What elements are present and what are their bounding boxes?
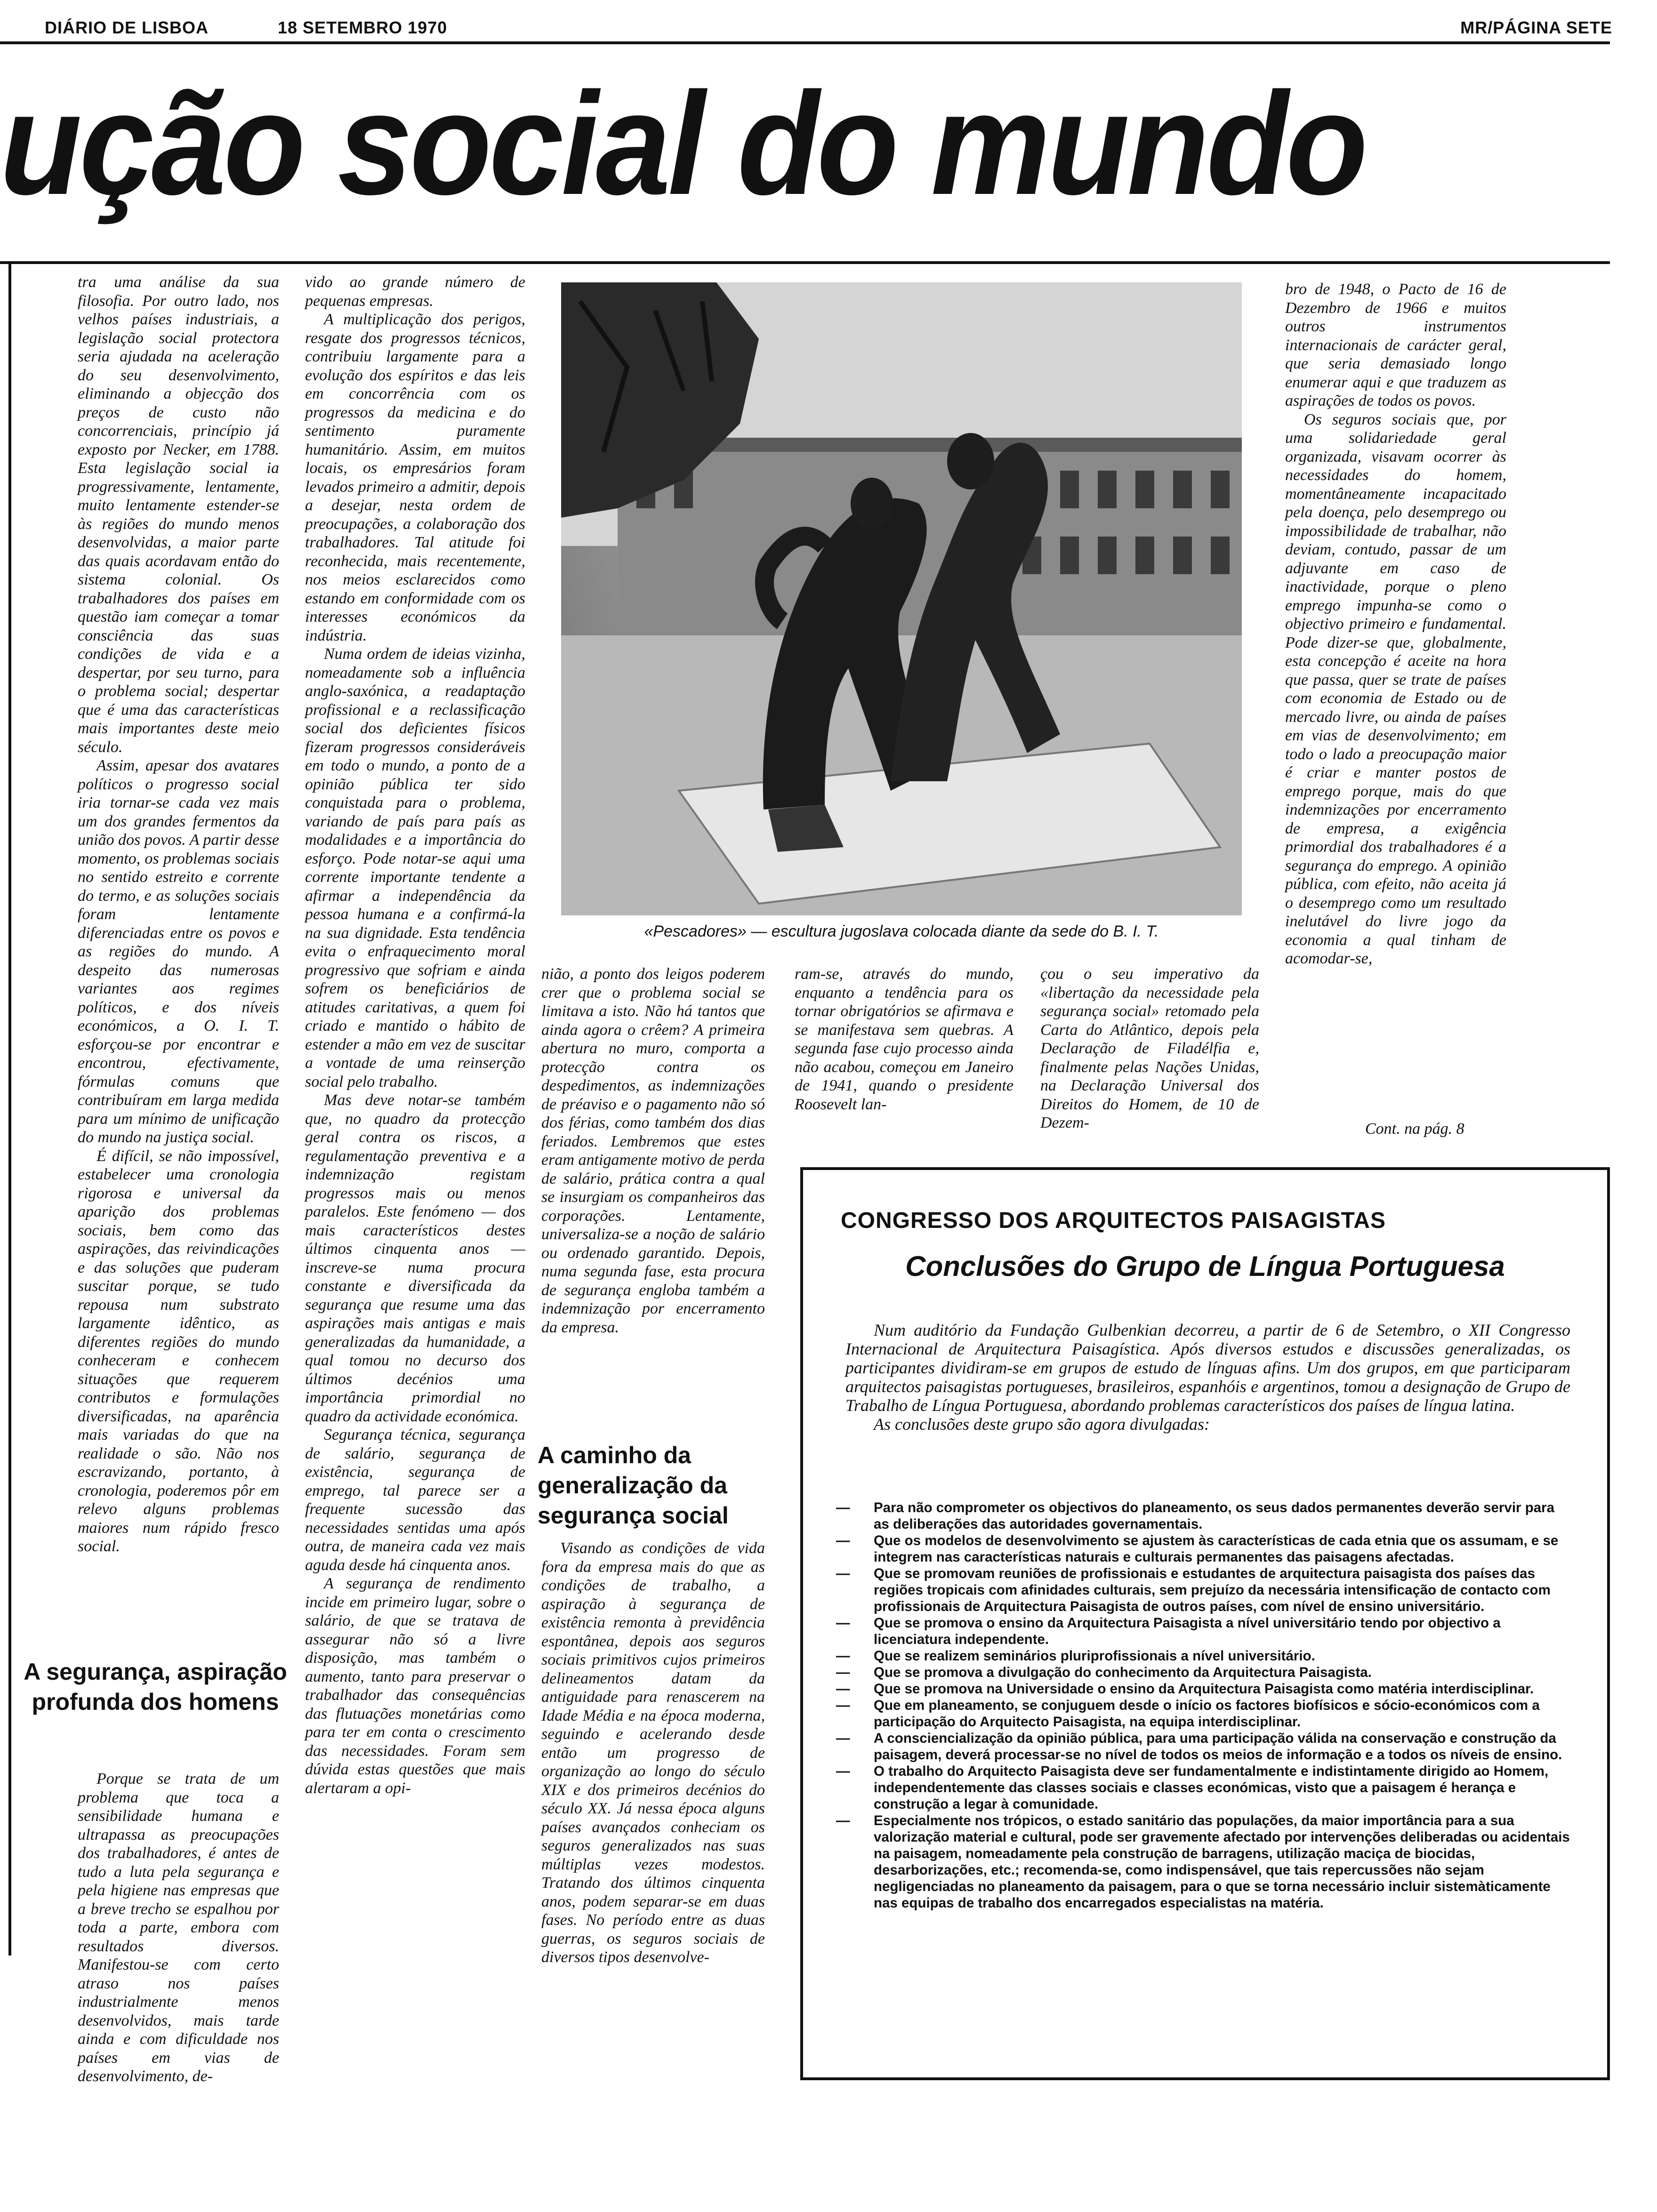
list-item: — Que se realizem seminários pluriprofissionais a nível universitário. [836, 1648, 1570, 1664]
box-intro [845, 1321, 1570, 1434]
paragraph: Mas deve notar-se também que, no quadro da protecção geral contra os riscos, a regulamentação preventiva e a indemnização registam progressos mais ou menos paralelos. Este fenómeno — dos mais característicos destes últimos cinquenta anos — inscreve-se numa procura constante e diversificada da segurança que resume uma das aspirações mais antigas e mais generalizadas da humanidade, a qual tomou no decurso dos últimos decénios uma importância primordial no quadro da actividade económica. [305, 1091, 525, 1425]
list-item: — Que se promova a divulgação do conhecimento da Arquitectura Paisagista. [836, 1664, 1570, 1681]
article-column-1-continued [78, 1770, 279, 2179]
header-rule [0, 41, 1610, 44]
sculpture-photo [561, 282, 1242, 915]
photo-caption: «Pescadores» — escultura jugoslava colocada diante da sede do B. I. T. [644, 922, 1159, 940]
paragraph: É difícil, se não impossível, estabelecer uma cronologia rigorosa e universal da aparição dos problemas sociais, bem como das aspirações, das reivindicações e das soluções que puderam suscitar porque, se tudo repousa num substrato largamente idêntico, as diferentes regiões do mundo conheceram e conhecem situações que requerem contributos e formulações diversificadas, na aparência mais variadas do que na realidade o são. Não nos escravizando, portanto, à cronologia, poderemos pôr em relevo alguns problemas maiores num rápido fresco social. [78, 1147, 279, 1555]
paragraph: A multiplicação dos perigos, resgate dos progressos técnicos, contribuiu largamente para a evolução dos espíritos e das leis em concorrência com os progressos da medicina e do sentimento puramente humanitário. Assim, em muitos locais, os empresários foram levados primeiro a admitir, depois a desejar, nesta ordem de preocupações, a colaboração dos trabalhadores. Tal atitude foi reconhecida, mais recentemente, nos meios esclarecidos como estando em conformidade com os interesses económicos da indústria. [305, 311, 525, 644]
article-column-5 [1040, 965, 1259, 1144]
congress-box [800, 1167, 1610, 2080]
list-item: — Para não comprometer os objectivos do planeamento, os seus dados permanentes deverão servir para as deliberações das autoridades governamentais. [836, 1499, 1570, 1532]
box-intro-paragraph: As conclusões deste grupo são agora divulgadas: [874, 1415, 1210, 1434]
paragraph: ram-se, através do mundo, enquanto a tendência para os tornar obrigatórios se afirmava e se manifestava sem quebras. A segunda fase cujo processo ainda não acabou, começou em Janeiro de 1941, quando o presidente Roosevelt lan- [795, 965, 1014, 1113]
paragraph: Os seguros sociais que, por uma solidariedade geral organizada, visavam ocorrer às necessidades do homem, momentâneamente incapacitado pela doença, pelo desemprego ou impossibilidade de trabalhar, não deviam, contudo, passar de um adjuvante em caso de inactividade, porque o pleno emprego impunha-se como o objectivo primeiro e fundamental. Pode dizer-se que, globalmente, esta concepção é aceite na hora que passa, quer se trate de países com economia de Estado ou de mercado livre, ou ainda de países em vias de desenvolvimento; em todo o lado a preocupação maior é criar e manter postos de emprego porque, mais do que indemnizações por encerramento de empresa, a exigência primordial dos trabalhadores é a segurança do emprego. A opinião pública, com efeito, não aceita já o desemprego como um resultado inelutável do livre jogo da economia a qual tinham de acomodar-se, [1285, 410, 1506, 967]
list-item: — Que os modelos de desenvolvimento se ajustem às características de cada etnia que os assumam, e se integrem nas características naturais e culturais permanentes das paisagens afectadas. [836, 1532, 1570, 1565]
paragraph: Porque se trata de um problema que toca a sensibilidade humana e ultrapassa as preocupações dos trabalhadores, é antes de tudo a luta pela segurança e pela higiene nas empresas que a breve trecho se espalhou por toda a parte, embora com resultados diversos. Manifestou-se com certo atraso nos países industrialmente menos desenvolvidos, mais tarde ainda e com dificuldade nos países em vias de desenvolvimento, de- [78, 1770, 279, 2085]
page-label: MR/PÁGINA SETE [1460, 18, 1612, 37]
list-item: — Que em planeamento, se conjuguem desde o início os factores biofísicos e sócio-económicos com a participação do Arquitecto Paisagista, na equipa interdisciplinar. [836, 1697, 1570, 1730]
paragraph: Numa ordem de ideias vizinha, nomeadamente sob a influência anglo-saxónica, a readaptação profissional e a reclassificação social dos deficientes físicos fizeram progressos consideráveis em todo o mundo, a ponto de a opinião pública ter sido conquistada para o problema, variando de país para país as modalidades e a importância do esforço. Pode notar-se aqui uma corrente importante tendente a afirmar a independência da pessoa humana e a confirmá-la na sua dignidade. Esta tendência evita o enfraquecimento moral progressivo que sofriam e ainda sofrem os beneficiários de atitudes caritativas, a quem foi criado e mantido o hábito de estender a mão em vez de suscitar a vontade de uma reinserção social pelo trabalho. [305, 645, 525, 1090]
list-item: — Que se promovam reuniões de profissionais e estudantes de arquitectura paisagista dos países das regiões tropicais com afinidades culturais, sem prejuízo da necessária intensificação de contacto com profissionais de Arquitectura Paisagista de outros países, com nível de ensino universitário. [836, 1565, 1570, 1615]
headline: ução social do mundo [0, 62, 1366, 225]
paragraph: A segurança de rendimento incide em primeiro lugar, sobre o salário, de que se tratava de assegurar não só a livre disposição, mas também o aumento, tanto para preservar o trabalhador das consequências das flutuações monetárias como para ter em conta o crescimento das necessidades. Foram sem dúvida estas questões que mais alertaram a opi- [305, 1575, 525, 1797]
headline-rule [0, 261, 1610, 264]
article-column-6 [1285, 280, 1506, 1118]
paragraph: çou o seu imperativo da «libertação da necessidade pela segurança social» retomado pela Carta do Atlântico, depois pela Declaração de Filadélfia e, finalmente pelas Nações Unidas, na Declaração Universal dos Direitos do Homem, de 10 de Dezem- [1040, 965, 1259, 1131]
box-kicker: CONGRESSO DOS ARQUITECTOS PAISAGISTAS [841, 1208, 1386, 1233]
paragraph: Segurança técnica, segurança de salário, segurança de existência, segurança de emprego, tal parece ser a frequente sucessão das necessidades sentidas uma após outra, de maneira cada vez mais aguda desde há cinquenta anos. [305, 1426, 525, 1574]
sculpture-image [561, 282, 1242, 915]
box-title: Conclusões do Grupo de Língua Portuguesa [905, 1250, 1505, 1282]
article-column-4 [795, 965, 1014, 1144]
continuation-note: Cont. na pág. 8 [1365, 1120, 1464, 1138]
article-column-1 [78, 273, 279, 1638]
left-margin-rule [8, 261, 11, 1956]
subheading-seguranca: A segurança, aspiração profunda dos homens [24, 1659, 287, 1715]
paragraph: Assim, apesar dos avatares políticos o progresso social iria tornar-se cada vez mais um dos grandes fermentos da união dos povos. A partir desse momento, os problemas sociais no sentido estreito e corrente do termo, e as soluções sociais foram lentamente diferenciadas entre os povos e as regiões do mundo. A despeito das numerosas variantes aos regimes políticos, e dos níveis económicos, a O. I. T. esforçou-se por encontrar e encontrou, efectivamente, fórmulas comuns que contribuíram em larga medida para um mínimo de unificação do mundo na justiça social. [78, 757, 279, 1146]
paragraph: Visando as condições de vida fora da empresa mais do que as condições de trabalho, a aspiração à segurança de existência remonta à previdência espontânea, depois aos seguros sociais primitivos cujos primeiros delineamentos datam da antiguidade para renascerem na Idade Média e na época moderna, seguindo e acelerando desde então um progresso de organização ao longo do século XIX e dos primeiros decénios do século XX. Já nessa época alguns países avançados conheciam os seguros generalizados nas suas múltiplas vezes modestos. Tratando dos últimos cinquenta anos, podem separar-se em duas fases. No período entre as duas guerras, os seguros sociais de diversos tipos desenvolve- [541, 1539, 765, 1966]
box-intro-paragraph: Num auditório da Fundação Gulbenkian decorreu, a partir de 6 de Setembro, o XII Congresso Internacional de Arquitectura Paisagística. Após diversos estudos e discussões generalizadas, os participantes dividiram-se em grupos de estudo de línguas afins. Um dos grupos, em que participaram arquitectos paisagistas portugueses, brasileiros, espanhóis e argentinos, tomou a designação de Grupo de Trabalho de Língua Portuguesa, abordando problemas característicos dos países de língua latina. [845, 1321, 1570, 1415]
paragraph: vido ao grande número de pequenas empresas. [305, 273, 525, 310]
article-column-2 [305, 273, 525, 2179]
article-column-3-continued [541, 1539, 765, 2179]
paragraph: nião, a ponto dos leigos poderem crer que o problema social se limitava a isto. Não há tantos que ainda agora o crêem? A primeira abertura no muro, comporta a protecção contra os despedimentos, as indemnizações de préaviso e o pagamento não só dos férias, como também dos dias feriados. Lembremos que estes eram antigamente motivo de perda de salário, prática contra a qual se insurgiam os companheiros das corporações. Lentamente, universaliza-se a noção de salário ou ordenado garantido. Depois, numa segunda fase, esta procura de segurança engloba também a indemnização por encerramento da empresa. [541, 965, 765, 1336]
article-column-3 [541, 965, 765, 1336]
list-item: — O trabalho do Arquitecto Paisagista deve ser fundamentalmente e indistintamente dirigido ao Homem, independentemente das classes sociais e classes económicas, visto que a paisagem é herança e construção a legar à comunidade. [836, 1763, 1570, 1812]
issue-date: 18 SETEMBRO 1970 [278, 18, 448, 37]
newspaper-name: DIÁRIO DE LISBOA [45, 18, 209, 37]
paragraph: tra uma análise da sua filosofia. Por outro lado, nos velhos países industriais, a legislação social protectora seria ajudada na aceleração do seu desenvolvimento, eliminando a objecção dos preços de custo não concorrenciais, princípio já exposto por Necker, em 1788. Esta legislação social ia progressivamente, lentamente, muito lentamente estender-se às regiões do mundo menos desenvolvidas, a maior parte das quais acordavam então do sistema colonial. Os trabalhadores dos países em questão iam começar a tomar consciência das suas condições de vida e a despertar, por seu turno, para o problema social; despertar que é uma das características mais importantes deste meio século. [78, 273, 279, 756]
subheading-generalizacao: A caminho da generalização da segurança social [538, 1442, 729, 1529]
list-item: — Que se promova o ensino da Arquitectura Paisagista a nível universitário tendo por objectivo a licenciatura independente. [836, 1615, 1570, 1648]
list-item: — Que se promova na Universidade o ensino da Arquitectura Paisagista como matéria interdisciplinar. [836, 1681, 1570, 1697]
list-item: — A consciencialização da opinião pública, para uma participação válida na conservação e construção da paisagem, deverá processar-se no nível de todos os meios de informação e a todos os níveis de ensino. [836, 1730, 1570, 1763]
paragraph: bro de 1948, o Pacto de 16 de Dezembro de 1966 e muitos outros instrumentos internacionais de carácter geral, que seria demasiado longo enumerar aqui e que traduzem as aspirações de todos os povos. [1285, 281, 1506, 409]
conclusions-list [836, 1499, 1570, 1911]
list-item: — Especialmente nos trópicos, o estado sanitário das populações, da maior importância para a sua valorização material e cultural, pode ser gravemente afectado por intervenções deliberadas ou acidentais na paisagem, nomeadamente pela construção de barragens, utilização maciça de biocidas, desarborizações, etc.; recomenda-se, como indispensável, que tais repercussões não sejam negligenciadas no planeamento da paisagem, para o que se torna necessário incluir sistemàticamente nas equipas de trabalho dos encarregados especialistas na matéria. [836, 1812, 1570, 1911]
